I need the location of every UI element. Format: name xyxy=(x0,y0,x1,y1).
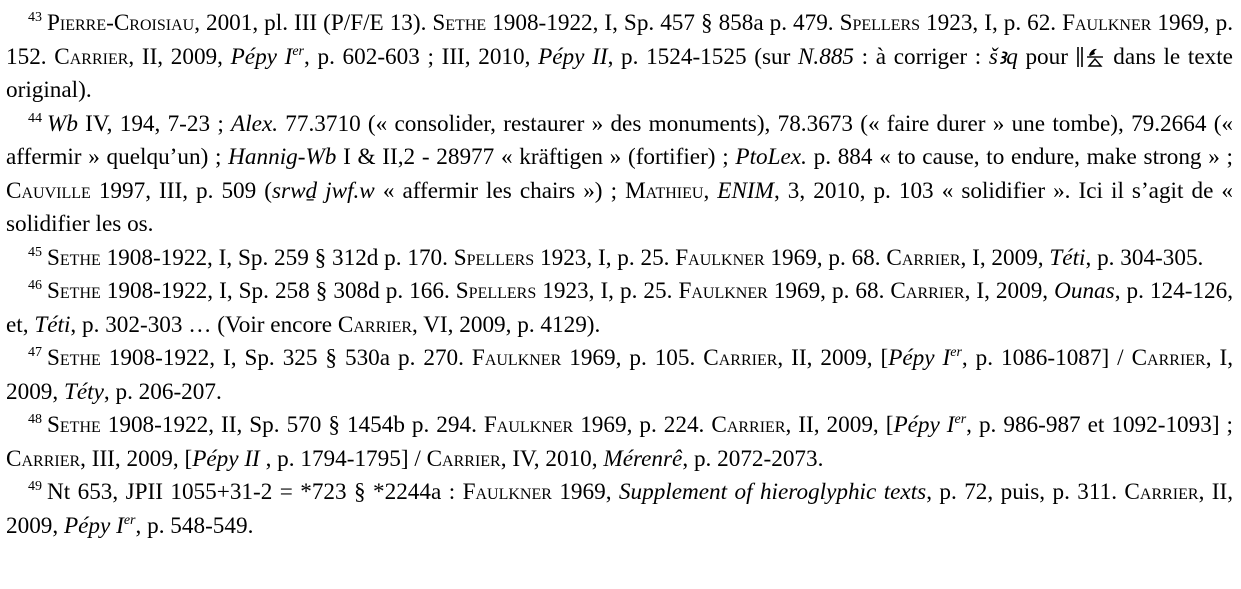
text-run: Nt 653, JPII 1055+31-2 = *723 § *2244a : xyxy=(47,479,463,505)
text-run: dans le texte original). xyxy=(6,43,1233,103)
author-name: Carrier xyxy=(1131,345,1206,371)
italic-title: srwḏ jwf.w xyxy=(272,177,375,204)
italic-title: Pépy I xyxy=(888,345,951,371)
text-run: 1997, III, p. 509 ( xyxy=(90,177,273,204)
text-run: 1923, I, p. 25. xyxy=(534,244,676,271)
footnote-44 xyxy=(6,108,1233,242)
footnote-49 xyxy=(6,476,1233,543)
author-name: Carrier xyxy=(54,43,129,70)
hieroglyph-group-icon xyxy=(1076,46,1106,68)
text-run: , I, 2009, xyxy=(964,278,1055,304)
text-run: , xyxy=(703,177,718,204)
author-name: Carrier xyxy=(6,445,81,472)
author-name: Carrier xyxy=(886,244,961,271)
footnote-46 xyxy=(6,275,1233,342)
italic-title: Pépy II xyxy=(538,43,608,70)
author-name: Spellers xyxy=(839,10,921,36)
text-run: , 3, 2010, p. 103 « solidifier ». Ici il s’agit de « solidifier les os. xyxy=(6,177,1233,237)
author-name: Carrier xyxy=(890,278,965,304)
italic-title: Téti xyxy=(34,311,71,338)
footnote-number: 47 xyxy=(28,345,42,360)
superscript: er xyxy=(292,43,305,59)
text-run: 1969, p. 152. xyxy=(6,10,1233,70)
italic-title: šꜣq xyxy=(988,43,1018,70)
italic-title: Pépy II xyxy=(192,445,260,472)
text-run: 1923, I, p. 25. xyxy=(536,278,679,304)
text-run: , p. 72, puis, p. 311. xyxy=(926,479,1125,505)
text-run: , p. 2072-2073. xyxy=(682,445,824,472)
text-run: , p. 206-207. xyxy=(103,378,222,405)
text-run: , II, 2009, xyxy=(6,479,1234,539)
text-run: , II, 2009, [ xyxy=(785,412,894,438)
italic-title: Pépy I xyxy=(893,412,955,438)
footnote-number: 45 xyxy=(28,244,42,260)
italic-title: Pépy I xyxy=(230,43,293,70)
text-run: p. 884 « to cause, to endure, make strong » ; xyxy=(806,144,1233,170)
text-run: 1908-1922, II, Sp. 570 § 1454b p. 294. xyxy=(100,412,484,438)
author-name: Faulkner xyxy=(675,244,765,271)
footnote-48 xyxy=(6,409,1233,476)
text-run: I & II,2 - 28977 « kräftigen » (fortifier) ; xyxy=(336,144,736,170)
italic-title: Supplement of hieroglyphic texts xyxy=(618,479,927,505)
author-name: Carrier xyxy=(1124,479,1199,505)
footnote-number: 43 xyxy=(28,10,42,25)
superscript: er xyxy=(123,512,136,528)
text-run: , p. 548-549. xyxy=(135,512,254,539)
italic-title: ENIM xyxy=(717,177,774,204)
text-run: , p. 124-126, et, xyxy=(6,278,1233,338)
italic-title: Ounas xyxy=(1054,278,1115,304)
superscript: er xyxy=(954,412,967,427)
text-run: , 2001, pl. III (P/F/E 13). xyxy=(194,10,433,36)
text-run: 1969, p. 224. xyxy=(573,412,712,438)
italic-title: Pépy I xyxy=(63,512,124,539)
text-run: 1923, I, p. 62. xyxy=(920,10,1063,36)
text-run: 1908-1922, I, Sp. 258 § 308d p. 166. xyxy=(100,278,456,304)
text-run: , p. 1086-1087] / xyxy=(961,345,1132,371)
italic-title: Mérenrê xyxy=(603,445,683,472)
text-run: , II, 2009, xyxy=(128,43,231,70)
text-run: 1908-1922, I, Sp. 325 § 530a p. 270. xyxy=(100,345,472,371)
text-run: , p. 304-305. xyxy=(1085,244,1204,271)
italic-title: Téty xyxy=(63,378,104,405)
text-run: , II, 2009, [ xyxy=(777,345,889,371)
footnote-number: 44 xyxy=(28,110,42,126)
author-name: Faulkner xyxy=(483,412,574,438)
text-run: 1969, p. 68. xyxy=(767,278,891,304)
text-run: 1908-1922, I, Sp. 259 § 312d p. 170. xyxy=(100,244,454,271)
italic-title: Alex. xyxy=(231,110,279,137)
text-run: , I, 2009, xyxy=(960,244,1050,271)
author-name: Cauville xyxy=(6,177,91,204)
footnote-number: 46 xyxy=(28,278,42,293)
text-run: , p. 1794-1795] / xyxy=(259,445,427,472)
author-name: Sethe xyxy=(47,244,101,271)
author-name: Spellers xyxy=(455,278,537,304)
text-run: , I, 2009, xyxy=(6,345,1233,405)
author-name: Faulkner xyxy=(471,345,562,371)
author-name: Sethe xyxy=(47,412,101,438)
author-name: Carrier xyxy=(337,311,413,338)
footnote-number: 49 xyxy=(28,479,42,494)
superscript: er xyxy=(950,345,962,360)
text-run: , III, 2009, [ xyxy=(80,445,193,472)
text-run: , p. 1524-1525 (sur xyxy=(607,43,798,70)
italic-title: Téti xyxy=(1049,244,1086,271)
author-name: Faulkner xyxy=(462,479,552,505)
text-run: 1908-1922, I, Sp. 457 § 858a p. 479. xyxy=(486,10,840,36)
author-name: Faulkner xyxy=(1062,10,1152,36)
author-name: Spellers xyxy=(453,244,535,271)
italic-title: Hannig-Wb xyxy=(228,144,337,170)
footnote-number: 48 xyxy=(28,412,42,427)
text-run: IV, 194, 7-23 ; xyxy=(77,110,232,137)
text-run: 77.3710 (« consolider, restaurer » des monuments), 78.3673 (« faire durer » une tombe), 79.2664 (« affermir » quelqu’un) ; xyxy=(6,110,1234,170)
text-run: pour xyxy=(1017,43,1076,70)
text-run: , IV, 2010, xyxy=(500,445,604,472)
text-run: , VI, 2009, p. 4129). xyxy=(412,311,601,338)
italic-title: PtoLex. xyxy=(735,144,807,170)
author-name: Sethe xyxy=(47,278,101,304)
text-run: , p. 602-603 ; III, 2010, xyxy=(304,43,539,70)
text-run: , p. 302-303 … (Voir encore xyxy=(70,311,338,338)
footnote-43 xyxy=(6,7,1233,108)
author-name: Carrier xyxy=(426,445,501,472)
text-run: 1969, p. 105. xyxy=(561,345,704,371)
author-name: Sethe xyxy=(432,10,487,36)
italic-title: N.885 xyxy=(797,43,855,70)
text-run: « affermir les chairs ») ; xyxy=(374,177,626,204)
author-name: Pierre-Croisiau xyxy=(47,10,195,36)
author-name: Mathieu xyxy=(625,177,704,204)
author-name: Faulkner xyxy=(678,278,768,304)
author-name: Carrier xyxy=(703,345,778,371)
footnote-45 xyxy=(6,242,1233,276)
footnote-47 xyxy=(6,342,1233,409)
text-run: 1969, p. 68. xyxy=(764,244,887,271)
text-run: 1969, xyxy=(551,479,619,505)
author-name: Sethe xyxy=(47,345,101,371)
text-run: , p. 986-987 et 1092-1093] ; xyxy=(966,412,1234,438)
author-name: Carrier xyxy=(711,412,786,438)
italic-title: Wb xyxy=(47,110,78,137)
text-run: : à corriger : xyxy=(854,43,989,70)
